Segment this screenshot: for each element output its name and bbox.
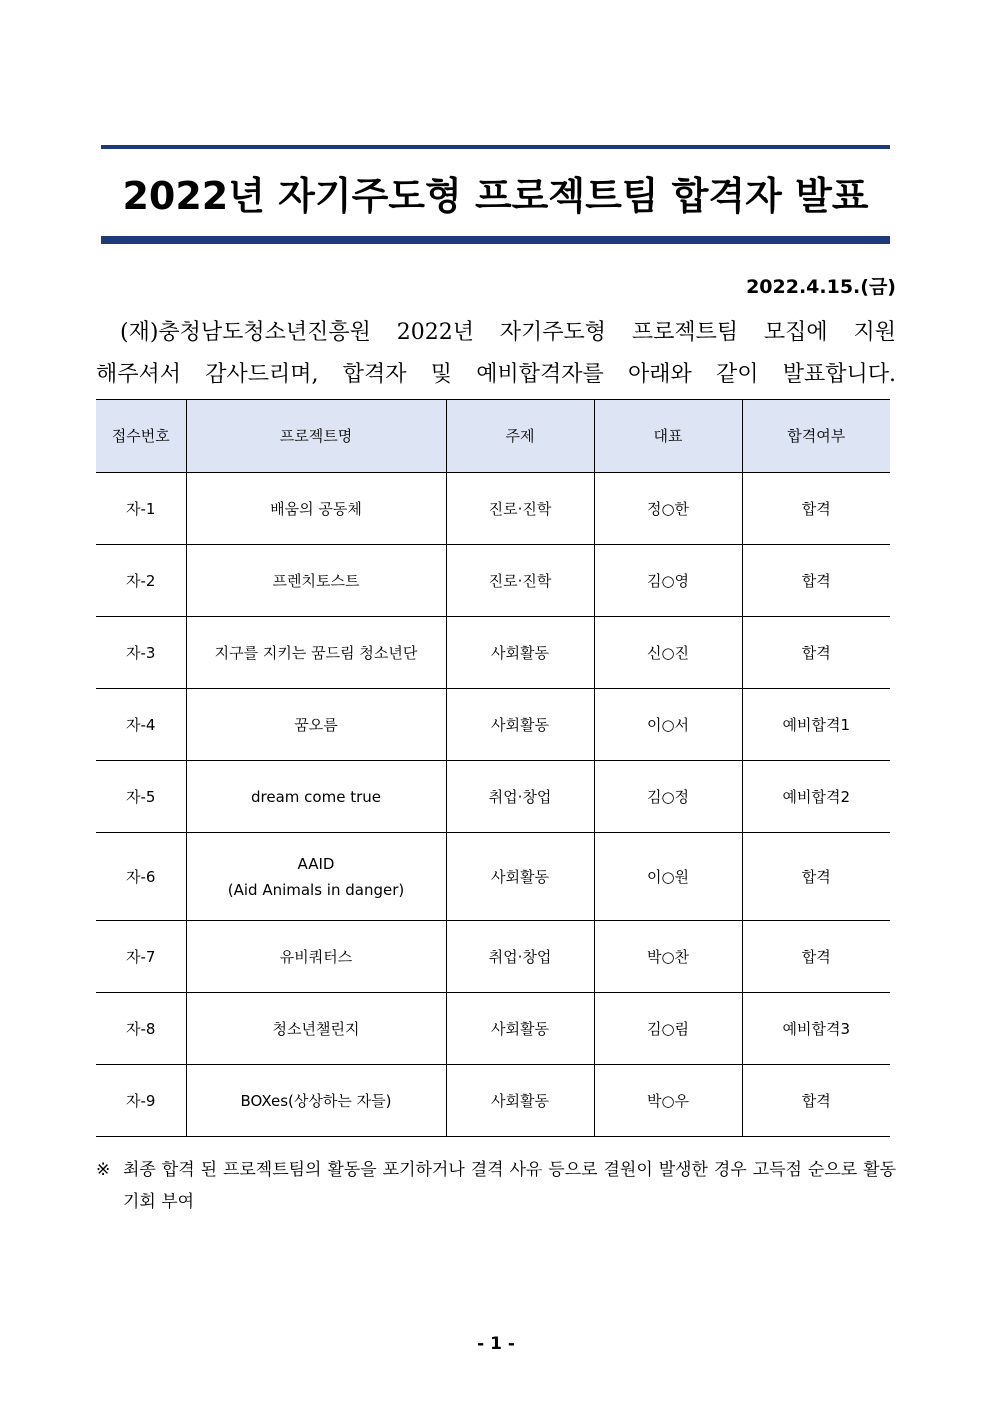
cell-leader: 정○한 xyxy=(594,473,742,545)
cell-result: 합격 xyxy=(742,833,890,921)
cell-result: 합격 xyxy=(742,545,890,617)
cell-topic: 취업·창업 xyxy=(446,921,594,993)
cell-project: 꿈오름 xyxy=(186,689,446,761)
cell-leader: 이○서 xyxy=(594,689,742,761)
cell-result: 예비합격2 xyxy=(742,761,890,833)
table-row xyxy=(96,545,890,617)
title-bottom-rule xyxy=(101,236,890,244)
table-header-row xyxy=(96,400,890,473)
page-number: - 1 - xyxy=(477,1334,515,1354)
cell-id: 자-4 xyxy=(96,689,186,761)
cell-topic: 사회활동 xyxy=(446,833,594,921)
cell-result: 합격 xyxy=(742,473,890,545)
cell-project: 배움의 공동체 xyxy=(186,473,446,545)
cell-leader: 김○정 xyxy=(594,761,742,833)
cell-result: 합격 xyxy=(742,1065,890,1137)
cell-leader: 신○진 xyxy=(594,617,742,689)
intro-paragraph xyxy=(96,312,896,396)
header-leader: 대표 xyxy=(594,400,742,473)
cell-project: dream come true xyxy=(186,761,446,833)
cell-topic: 진로·진학 xyxy=(446,545,594,617)
cell-id: 자-7 xyxy=(96,921,186,993)
cell-project: 유비쿼터스 xyxy=(186,921,446,993)
footnote xyxy=(96,1154,896,1218)
cell-project xyxy=(186,833,446,921)
cell-id: 자-8 xyxy=(96,993,186,1065)
cell-leader: 김○영 xyxy=(594,545,742,617)
cell-project-subtitle: (Aid Animals in danger) xyxy=(227,880,405,899)
header-id: 접수번호 xyxy=(96,400,186,473)
cell-leader: 박○찬 xyxy=(594,921,742,993)
title-top-rule xyxy=(101,145,890,149)
cell-project: BOXes(상상하는 자들) xyxy=(186,1065,446,1137)
table-row xyxy=(96,689,890,761)
table-row xyxy=(96,1065,890,1137)
cell-id: 자-6 xyxy=(96,833,186,921)
table-row xyxy=(96,761,890,833)
table-row xyxy=(96,921,890,993)
cell-topic: 사회활동 xyxy=(446,617,594,689)
announcement-date: 2022.4.15.(금) xyxy=(746,276,896,298)
cell-result: 예비합격1 xyxy=(742,689,890,761)
cell-leader: 이○원 xyxy=(594,833,742,921)
table-row xyxy=(96,993,890,1065)
intro-line-1: (재)충청남도청소년진흥원 2022년 자기주도형 프로젝트팀 모집에 지원 xyxy=(120,320,896,345)
cell-topic: 사회활동 xyxy=(446,993,594,1065)
document-title: 2022년 자기주도형 프로젝트팀 합격자 발표 xyxy=(122,174,869,218)
cell-id: 자-9 xyxy=(96,1065,186,1137)
cell-topic: 취업·창업 xyxy=(446,761,594,833)
cell-id: 자-3 xyxy=(96,617,186,689)
cell-topic: 사회활동 xyxy=(446,689,594,761)
cell-leader: 박○우 xyxy=(594,1065,742,1137)
table-row xyxy=(96,617,890,689)
cell-result: 합격 xyxy=(742,617,890,689)
footnote-text: 최종 합격 된 프로젝트팀의 활동을 포기하거나 결격 사유 등으로 결원이 발생한 경우 고득점 순으로 활동 기회 부여 xyxy=(123,1160,896,1212)
cell-topic: 사회활동 xyxy=(446,1065,594,1137)
cell-result: 합격 xyxy=(742,921,890,993)
cell-result: 예비합격3 xyxy=(742,993,890,1065)
intro-line-2: 해주셔서 감사드리며, 합격자 및 예비합격자를 아래와 같이 발표합니다. xyxy=(96,362,896,387)
cell-project-name: AAID xyxy=(297,854,335,873)
cell-id: 자-2 xyxy=(96,545,186,617)
table-row xyxy=(96,473,890,545)
cell-project: 청소년챌린지 xyxy=(186,993,446,1065)
header-result: 합격여부 xyxy=(742,400,890,473)
cell-id: 자-5 xyxy=(96,761,186,833)
header-topic: 주제 xyxy=(446,400,594,473)
header-project: 프로젝트명 xyxy=(186,400,446,473)
cell-id: 자-1 xyxy=(96,473,186,545)
table-row xyxy=(96,833,890,921)
reference-mark-icon: ※ xyxy=(96,1160,111,1180)
cell-project: 지구를 지키는 꿈드림 청소년단 xyxy=(186,617,446,689)
results-table xyxy=(96,399,890,1137)
cell-project: 프렌치토스트 xyxy=(186,545,446,617)
cell-leader: 김○림 xyxy=(594,993,742,1065)
cell-topic: 진로·진학 xyxy=(446,473,594,545)
